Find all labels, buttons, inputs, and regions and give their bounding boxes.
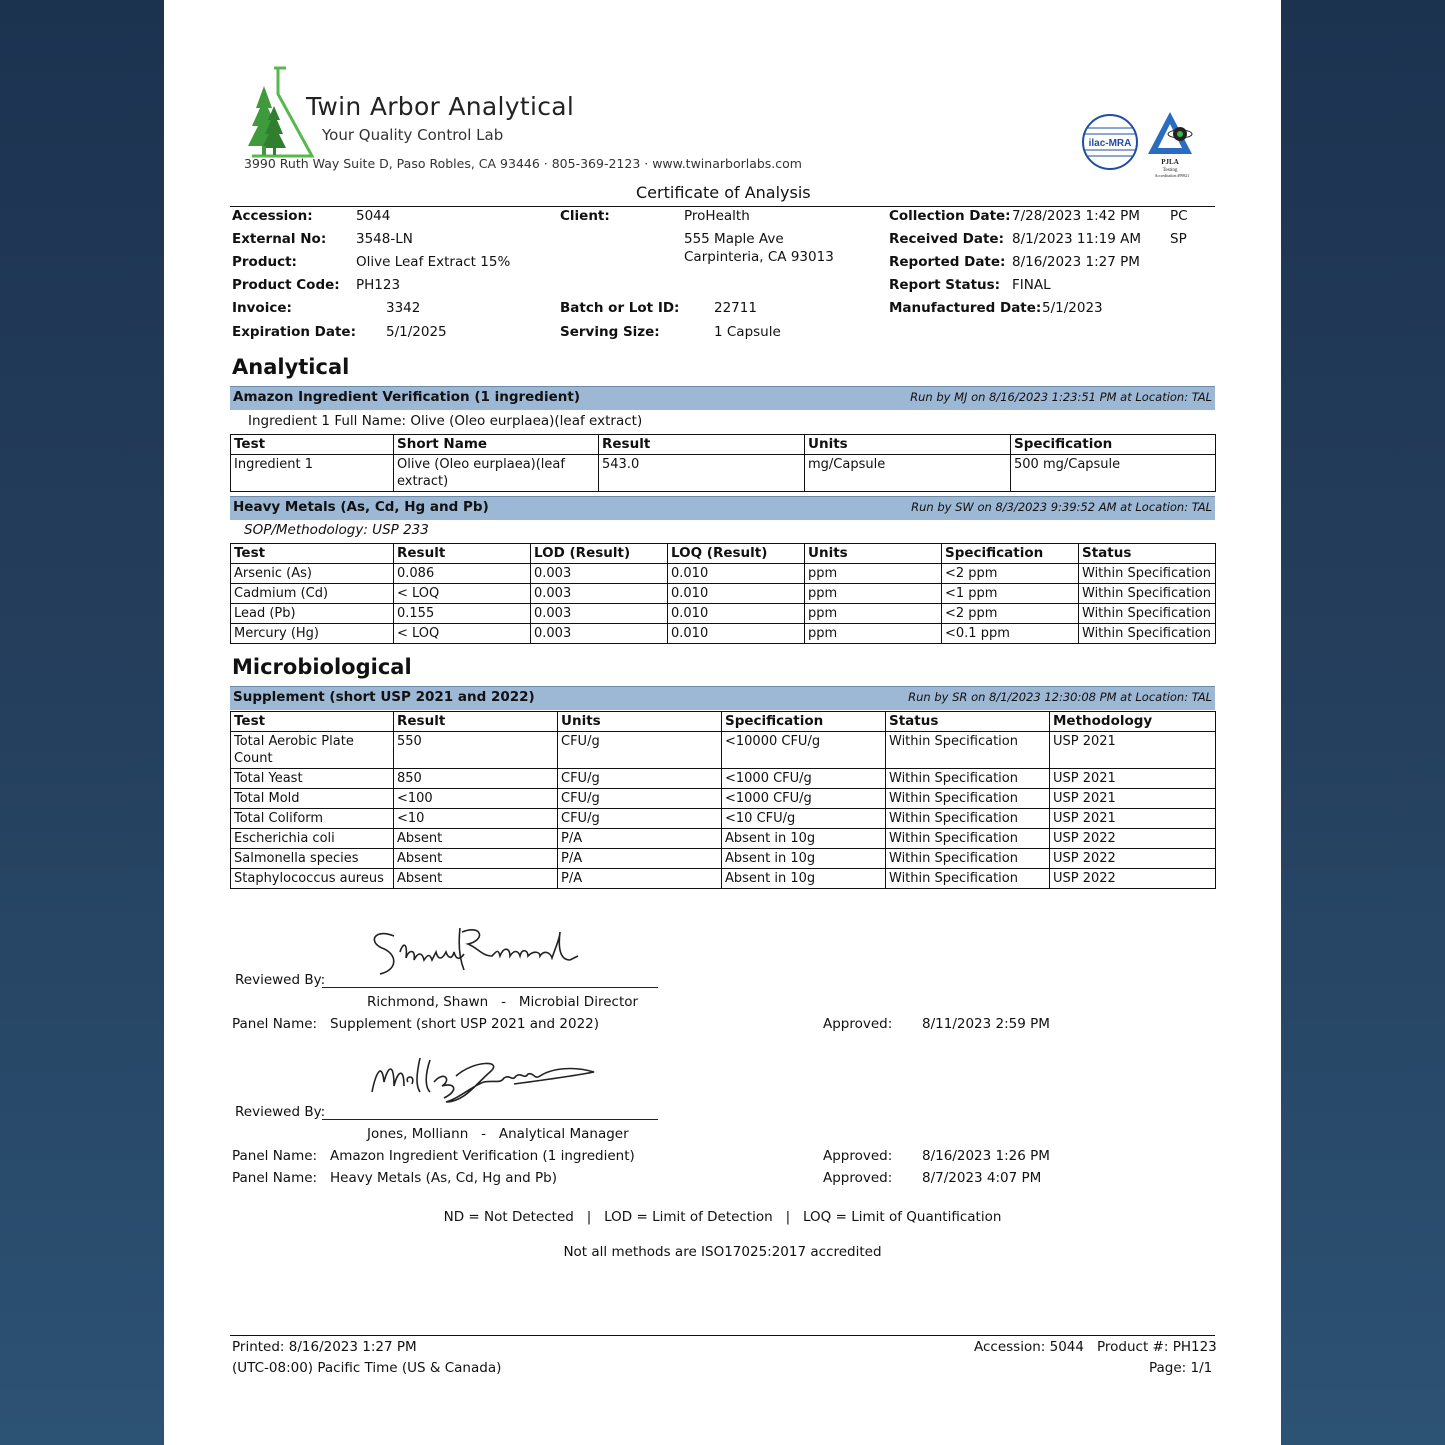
footer-accession: Accession: 5044 (974, 1339, 1084, 1355)
document-title: Certificate of Analysis (636, 183, 811, 202)
approved-date-2: 8/16/2023 1:26 PM (922, 1148, 1050, 1164)
ingredient-full-name: Ingredient 1 Full Name: Olive (Oleo eurplaea)(leaf extract) (248, 413, 643, 429)
column-header: Test (231, 712, 394, 732)
reviewer-2-name-title: Jones, Molliann - Analytical Manager (367, 1126, 629, 1142)
table-cell: CFU/g (558, 732, 722, 769)
invoice-value: 3342 (386, 300, 421, 316)
metals-panel-bar (230, 496, 1215, 520)
table-cell: P/A (558, 829, 722, 849)
table-cell: Within Specification (886, 829, 1050, 849)
table-cell: ppm (805, 584, 942, 604)
table-row (231, 869, 1216, 889)
table-header-row (231, 544, 1216, 564)
panel-name-label-3: Panel Name: (232, 1170, 318, 1186)
table-cell: 0.003 (531, 624, 668, 644)
signature-line-1 (322, 987, 658, 988)
table-cell: <1000 CFU/g (722, 789, 886, 809)
column-header: Status (886, 712, 1050, 732)
client-address-line1: 555 Maple Ave (684, 231, 784, 247)
table-cell: Lead (Pb) (231, 604, 394, 624)
table-cell: Total Yeast (231, 769, 394, 789)
table-cell: Total Mold (231, 789, 394, 809)
table-row (231, 624, 1216, 644)
product-label: Product: (232, 254, 297, 270)
column-header: Specification (722, 712, 886, 732)
table-cell: <1000 CFU/g (722, 769, 886, 789)
table-cell: 0.010 (668, 624, 805, 644)
received-code: SP (1170, 231, 1187, 247)
table-cell: ppm (805, 624, 942, 644)
table-cell: Absent (394, 849, 558, 869)
serving-value: 1 Capsule (714, 324, 781, 340)
table-cell: 0.010 (668, 584, 805, 604)
column-header: Units (558, 712, 722, 732)
svg-text:ilac-MRA: ilac-MRA (1088, 138, 1132, 149)
table-cell: USP 2021 (1050, 769, 1216, 789)
table-cell: <100 (394, 789, 558, 809)
printed-date: Printed: 8/16/2023 1:27 PM (232, 1339, 417, 1355)
table-cell: CFU/g (558, 789, 722, 809)
table-cell: Within Specification (886, 809, 1050, 829)
accession-value: 5044 (356, 208, 391, 224)
table-cell: Mercury (Hg) (231, 624, 394, 644)
table-cell: Olive (Oleo eurplaea)(leaf extract) (394, 455, 599, 492)
metals-panel-title: Heavy Metals (As, Cd, Hg and Pb) (233, 499, 489, 515)
table-cell: <10 (394, 809, 558, 829)
svg-text:PJLA: PJLA (1161, 158, 1179, 166)
panel-name-1: Supplement (short USP 2021 and 2022) (330, 1016, 600, 1032)
table-cell: P/A (558, 849, 722, 869)
approved-label-1: Approved: (823, 1016, 893, 1032)
panel-name-3: Heavy Metals (As, Cd, Hg and Pb) (330, 1170, 557, 1186)
table-row (231, 829, 1216, 849)
table-cell: 550 (394, 732, 558, 769)
accreditation-note: Not all methods are ISO17025:2017 accredited (563, 1244, 882, 1260)
client-name: ProHealth (684, 208, 750, 224)
table-row (231, 769, 1216, 789)
table-cell: USP 2022 (1050, 869, 1216, 889)
reported-value: 8/16/2023 1:27 PM (1012, 254, 1140, 270)
table-cell: USP 2022 (1050, 849, 1216, 869)
table-cell: CFU/g (558, 809, 722, 829)
manufactured-label: Manufactured Date: (889, 300, 1042, 316)
column-header: LOQ (Result) (668, 544, 805, 564)
approved-date-1: 8/11/2023 2:59 PM (922, 1016, 1050, 1032)
table-cell: USP 2021 (1050, 809, 1216, 829)
page-number: Page: 1/1 (1149, 1360, 1213, 1376)
lab-tagline: Your Quality Control Lab (322, 126, 504, 144)
reviewer-1-name-title: Richmond, Shawn - Microbial Director (367, 994, 639, 1010)
product-value: Olive Leaf Extract 15% (356, 254, 511, 270)
panel-name-label-1: Panel Name: (232, 1016, 318, 1032)
table-cell: mg/Capsule (805, 455, 1011, 492)
table-cell: <1 ppm (942, 584, 1079, 604)
ilac-mra-badge (1080, 112, 1140, 172)
column-header: Test (231, 544, 394, 564)
table-cell: Total Coliform (231, 809, 394, 829)
table-cell: 0.010 (668, 564, 805, 584)
pjla-badge (1144, 108, 1202, 180)
table-cell: ppm (805, 604, 942, 624)
table-cell: ppm (805, 564, 942, 584)
table-row (231, 789, 1216, 809)
approved-date-3: 8/7/2023 4:07 PM (922, 1170, 1042, 1186)
column-header: Methodology (1050, 712, 1216, 732)
table-cell: USP 2022 (1050, 829, 1216, 849)
table-cell: Within Specification (1079, 604, 1216, 624)
footer-product: Product #: PH123 (1097, 1339, 1217, 1355)
accession-label: Accession: (232, 208, 313, 224)
table-cell: USP 2021 (1050, 732, 1216, 769)
table-cell: Cadmium (Cd) (231, 584, 394, 604)
column-header: Short Name (394, 435, 599, 455)
table-cell: 0.003 (531, 604, 668, 624)
product-code-label: Product Code: (232, 277, 340, 293)
batch-value: 22711 (714, 300, 757, 316)
expiration-label: Expiration Date: (232, 324, 356, 340)
micro-panel-title: Supplement (short USP 2021 and 2022) (233, 689, 535, 705)
table-row (231, 732, 1216, 769)
table-cell: P/A (558, 869, 722, 889)
column-header: Result (599, 435, 805, 455)
table-cell: Salmonella species (231, 849, 394, 869)
analytical-heading: Analytical (232, 355, 350, 379)
svg-text:Testing: Testing (1162, 168, 1178, 173)
metals-run-info: Run by SW on 8/3/2023 9:39:52 AM at Location: TAL (911, 500, 1212, 514)
metals-methodology: SOP/Methodology: USP 233 (244, 522, 429, 538)
title-rule (230, 206, 1215, 207)
panel-name-2: Amazon Ingredient Verification (1 ingredient) (330, 1148, 635, 1164)
table-cell: 0.086 (394, 564, 531, 584)
table-cell: Within Specification (886, 869, 1050, 889)
client-label: Client: (560, 208, 610, 224)
panel-name-label-2: Panel Name: (232, 1148, 318, 1164)
table-row (231, 584, 1216, 604)
table-row (231, 455, 1216, 492)
client-address-line2: Carpinteria, CA 93013 (684, 249, 834, 265)
svg-text:Accreditation #99821: Accreditation #99821 (1154, 173, 1190, 178)
reviewed-by-label-2: Reviewed By: (235, 1104, 326, 1120)
table-header-row (231, 712, 1216, 732)
ingredient-table (230, 434, 1216, 492)
table-cell: Escherichia coli (231, 829, 394, 849)
table-row (231, 849, 1216, 869)
table-cell: Absent in 10g (722, 829, 886, 849)
table-header-row (231, 435, 1216, 455)
table-cell: <0.1 ppm (942, 624, 1079, 644)
report-status-label: Report Status: (889, 277, 1001, 293)
collection-value: 7/28/2023 1:42 PM (1012, 208, 1140, 224)
micro-run-info: Run by SR on 8/1/2023 12:30:08 PM at Location: TAL (908, 690, 1212, 704)
table-cell: USP 2021 (1050, 789, 1216, 809)
column-header: Result (394, 712, 558, 732)
approved-label-2: Approved: (823, 1148, 893, 1164)
table-cell: Within Specification (886, 849, 1050, 869)
table-row (231, 564, 1216, 584)
table-cell: Arsenic (As) (231, 564, 394, 584)
column-header: Specification (942, 544, 1079, 564)
collection-label: Collection Date: (889, 208, 1011, 224)
microbiological-table (230, 711, 1216, 889)
external-label: External No: (232, 231, 327, 247)
table-cell: 0.003 (531, 584, 668, 604)
table-cell: Absent (394, 869, 558, 889)
column-header: Units (805, 435, 1011, 455)
lab-name: Twin Arbor Analytical (306, 92, 575, 121)
table-cell: Within Specification (1079, 584, 1216, 604)
signature-shawn-richmond (364, 922, 584, 984)
table-row (231, 604, 1216, 624)
table-cell: <2 ppm (942, 604, 1079, 624)
ingredient-panel-bar (230, 386, 1215, 410)
received-value: 8/1/2023 11:19 AM (1012, 231, 1142, 247)
reviewed-by-label-1: Reviewed By: (235, 972, 326, 988)
table-cell: Staphylococcus aureus (231, 869, 394, 889)
ingredient-run-info: Run by MJ on 8/16/2023 1:23:51 PM at Location: TAL (910, 390, 1212, 404)
footer-rule (230, 1335, 1215, 1336)
certificate-page (164, 0, 1281, 1445)
heavy-metals-table (230, 543, 1216, 644)
ingredient-panel-title: Amazon Ingredient Verification (1 ingredient) (233, 389, 580, 405)
table-cell: Absent in 10g (722, 869, 886, 889)
table-cell: CFU/g (558, 769, 722, 789)
table-cell: Absent (394, 829, 558, 849)
product-code-value: PH123 (356, 277, 401, 293)
signature-line-2 (322, 1119, 658, 1120)
report-status-value: FINAL (1012, 277, 1051, 293)
table-cell: <2 ppm (942, 564, 1079, 584)
table-cell: 0.155 (394, 604, 531, 624)
table-cell: 500 mg/Capsule (1011, 455, 1216, 492)
table-row (231, 809, 1216, 829)
microbiological-heading: Microbiological (232, 655, 412, 679)
table-cell: 0.010 (668, 604, 805, 624)
approved-label-3: Approved: (823, 1170, 893, 1186)
column-header: LOD (Result) (531, 544, 668, 564)
column-header: Units (805, 544, 942, 564)
batch-label: Batch or Lot ID: (560, 300, 680, 316)
column-header: Status (1079, 544, 1216, 564)
table-cell: Ingredient 1 (231, 455, 394, 492)
table-cell: 543.0 (599, 455, 805, 492)
table-cell: Within Specification (1079, 624, 1216, 644)
table-cell: <10 CFU/g (722, 809, 886, 829)
table-cell: Within Specification (1079, 564, 1216, 584)
table-cell: Absent in 10g (722, 849, 886, 869)
external-value: 3548-LN (356, 231, 413, 247)
column-header: Specification (1011, 435, 1216, 455)
table-cell: 850 (394, 769, 558, 789)
abbreviation-legend: ND = Not Detected | LOD = Limit of Detection | LOQ = Limit of Quantification (443, 1209, 1002, 1225)
lab-address: 3990 Ruth Way Suite D, Paso Robles, CA 93446 · 805-369-2123 · www.twinarborlabs.com (244, 156, 802, 171)
reported-label: Reported Date: (889, 254, 1006, 270)
invoice-label: Invoice: (232, 300, 292, 316)
expiration-value: 5/1/2025 (386, 324, 447, 340)
column-header: Test (231, 435, 394, 455)
signature-molliann-jones (364, 1052, 604, 1110)
column-header: Result (394, 544, 531, 564)
table-cell: Within Specification (886, 732, 1050, 769)
micro-panel-bar (230, 686, 1215, 710)
table-cell: Total Aerobic Plate Count (231, 732, 394, 769)
table-cell: < LOQ (394, 584, 531, 604)
received-label: Received Date: (889, 231, 1004, 247)
table-cell: Within Specification (886, 789, 1050, 809)
manufactured-value: 5/1/2023 (1042, 300, 1103, 316)
timezone: (UTC-08:00) Pacific Time (US & Canada) (232, 1360, 502, 1376)
table-cell: < LOQ (394, 624, 531, 644)
table-cell: 0.003 (531, 564, 668, 584)
table-cell: Within Specification (886, 769, 1050, 789)
collection-code: PC (1170, 208, 1188, 224)
serving-label: Serving Size: (560, 324, 660, 340)
table-cell: <10000 CFU/g (722, 732, 886, 769)
